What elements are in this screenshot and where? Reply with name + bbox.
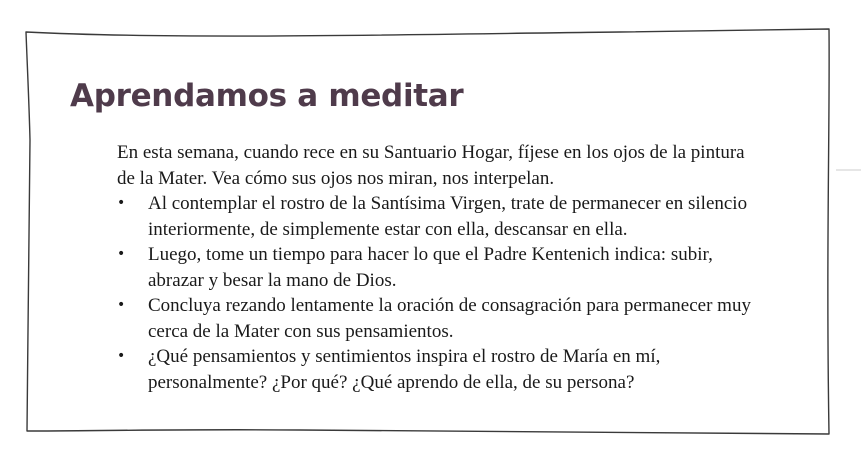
card-title: Aprendamos a meditar bbox=[70, 78, 464, 114]
list-item bbox=[117, 293, 757, 344]
list-item-text: Luego, tome un tiempo para hacer lo que el Padre Kentenich indica: subir, abrazar y besar la mano de Dios. bbox=[148, 244, 713, 291]
bullet-icon: • bbox=[117, 297, 126, 313]
bullet-icon: • bbox=[117, 246, 126, 262]
list-item bbox=[117, 344, 757, 395]
bullet-icon: • bbox=[117, 195, 126, 211]
bullet-icon: • bbox=[117, 348, 126, 364]
list-item-text: ¿Qué pensamientos y sentimientos inspira el rostro de María en mí, personalmente? ¿Por qué? ¿Qué aprendo de ella, de su persona? bbox=[148, 346, 661, 393]
list-item bbox=[117, 242, 757, 293]
list-item-text: Al contemplar el rostro de la Santísima Virgen, trate de permanecer en silencio interiormente, de simplemente estar con ella, descansar en ella. bbox=[148, 193, 748, 240]
list-item-text: Concluya rezando lentamente la oración de consagración para permanecer muy cerca de la Mater con sus pensamientos. bbox=[148, 295, 751, 342]
card-content bbox=[117, 140, 757, 395]
list-item bbox=[117, 191, 757, 242]
meditation-steps-list bbox=[117, 191, 757, 395]
intro-paragraph: En esta semana, cuando rece en su Santuario Hogar, fíjese en los ojos de la pintura de la Mater. Vea cómo sus ojos nos miran, nos interpelan. bbox=[117, 142, 745, 189]
